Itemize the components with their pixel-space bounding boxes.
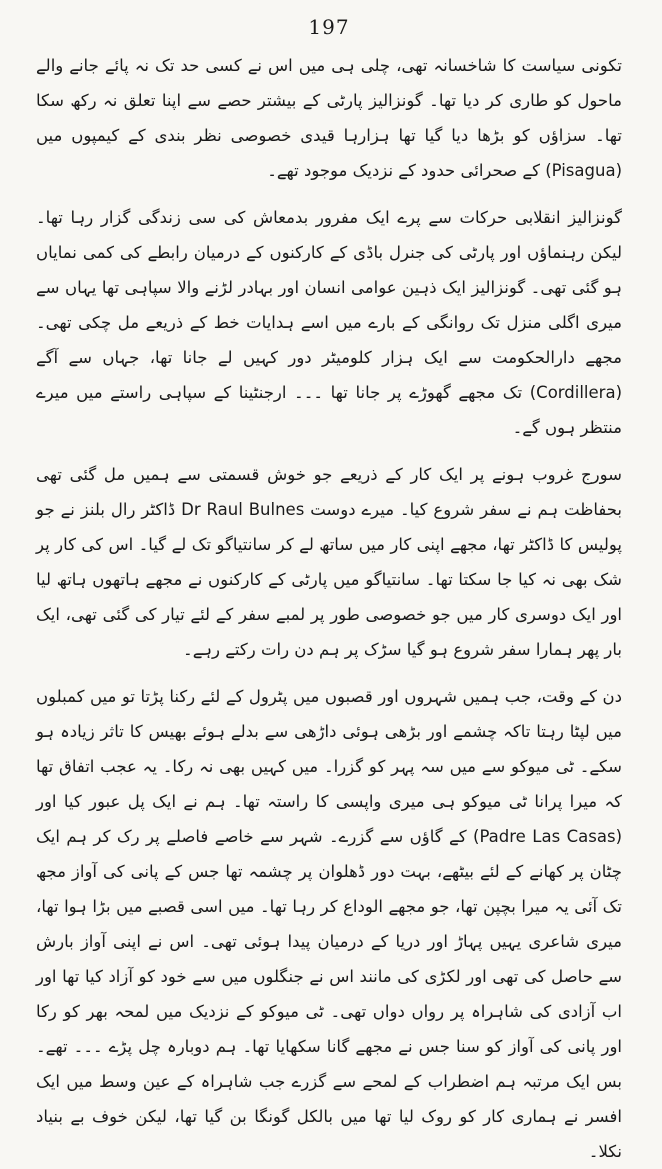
paragraph-3: سورج غروب ہونے پر ایک کار کے ذریعے جو خوش قسمتی سے ہمیں مل گئی تھی بحفاظت ہم نے سفر شروع کیا۔ میرے دوست Dr Raul Bulnes ڈاکٹر رال بلنز نے جو پولیس کا ڈاکٹر تھا، مجھے اپنی کار میں ساتھ لے کر سانتیاگو تک لے گیا۔ اس کی کار پر شک بھی نہ کیا جا سکتا تھا۔ سانتیاگو میں پارٹی کے کارکنوں نے مجھے ہاتھوں ہاتھ لیا اور ایک دوسری کار میں جو خصوصی طور پر لمبے سفر کے لئے تیار کی گئی تھی، ایک بار پھر ہمارا سفر شروع ہو گیا سڑک پر ہم دن رات رکتے رہے۔ [36, 465, 622, 659]
paragraph-4: دن کے وقت، جب ہمیں شہروں اور قصبوں میں پٹرول کے لئے رکنا پڑتا تو میں کمبلوں میں لپٹا رہتا تاکہ چشمے اور بڑھی ہوئی داڑھی سے بدلے ہوئے بھیس کا تاثر زیادہ ہو سکے۔ ٹی میوکو سے میں سہ پہر کو گزرا۔ میں کہیں بھی نہ رکا۔ یہ عجب اتفاق تھا کہ میرا پرانا ٹی میوکو ہی میری واپسی کا راستہ تھا۔ ہم نے ایک پل عبور کیا اور (Padre Las Casas) کے گاؤں سے گزرے۔ شہر سے خاصے فاصلے پر رک کر ہم ایک چٹان پر کھانے کے لئے بیٹھے، بہت دور ڈھلوان پر چشمہ تھا جس کے پانی کی آواز مجھ تک آئی یہ میرا بچپن تھا، جو مجھے الوداع کر رہا تھا۔ میں اسی قصبے میں بڑا ہوا تھا، میری شاعری یہیں پہاڑ اور دریا کے درمیان پیدا ہوئی تھی۔ اس نے اپنی آواز بارش سے حاصل کی تھی اور لکڑی کی مانند اس نے جنگلوں میں سے خود کو آزاد کیا تھا اور اب آزادی کی شاہراہ پر رواں دواں تھی۔ ٹی میوکو کے نزدیک میں لمحہ بھر کو رکا اور پانی کی آواز کو سنا جس نے مجھے گانا سکھایا تھا۔ ہم دوبارہ چل پڑے ۔۔۔ تھے۔ بس ایک مرتبہ ہم اضطراب کے لمحے سے گزرے جب شاہراہ کے عین وسط میں ایک افسر نے ہماری کار کو روک لیا تھا میں بالکل گونگا بن گیا تھا، لیکن خوف بے بنیاد نکلا۔ [36, 687, 622, 1161]
paragraph-1: تکونی سیاست کا شاخسانہ تھی، چلی ہی میں اس نے کسی حد تک نہ پائے جانے والے ماحول کو طاری کر دیا تھا۔ گونزالیز پارٹی کے بیشتر حصے سے اپنا تعلق نہ رکھ سکا تھا۔ سزاؤں کو بڑھا دیا گیا تھا ہزارہا قیدی خصوصی نظر بندی کے کیمپوں میں (Pisagua) کے صحرائی حدود کے نزدیک موجود تھے۔ [36, 56, 622, 180]
page-number: 197 [308, 15, 350, 39]
paragraph-2: گونزالیز انقلابی حرکات سے پرے ایک مفرور بدمعاش کی سی زندگی گزار رہا تھا۔ لیکن رہنماؤں اور پارٹی کی جنرل باڈی کے کارکنوں کے درمیان رابطے کی کمی نمایاں ہو گئی تھی۔ گونزالیز ایک ذہین عوامی انسان اور بہادر لڑنے والا سپاہی تھا یہاں سے میری اگلی منزل تک روانگی کے بارے میں اسے ہدایات خط کے ذریعے مل چکی تھی۔ مجھے دارالحکومت سے ایک ہزار کلومیٹر دور کہیں لے جانا تھا، جہاں سے آگے (Cordillera) تک مجھے گھوڑے پر جانا تھا ۔۔۔ ارجنٹینا کے سپاہی راستے میں میرے منتظر ہوں گے۔ [36, 208, 622, 437]
